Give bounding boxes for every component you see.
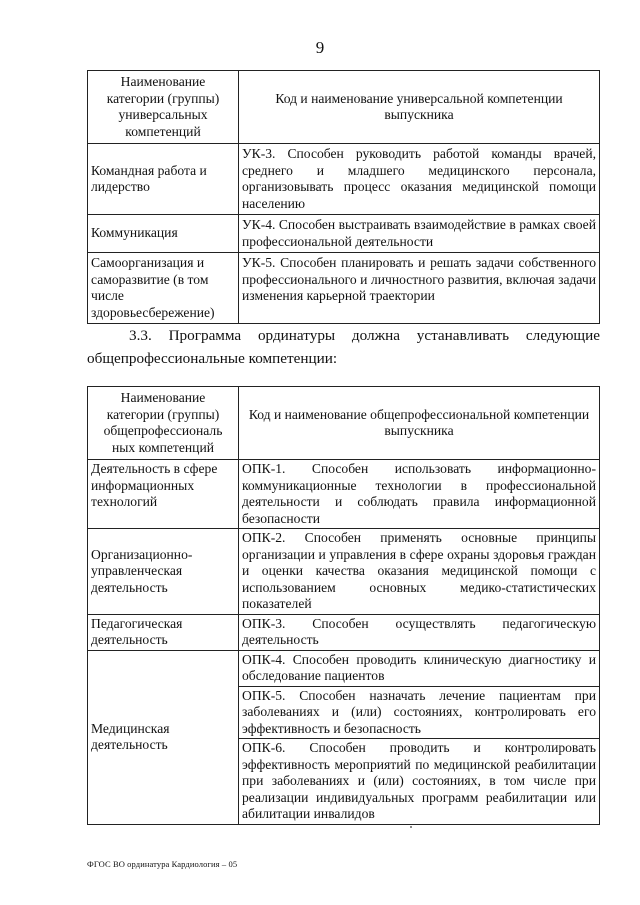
page-number: 9 — [315, 38, 325, 57]
competence-cell: ОПК-3. Способен осуществлять педагогическую деятельность — [239, 614, 600, 650]
table-header-row — [88, 387, 600, 460]
table-header-row — [88, 71, 600, 144]
competence-cell: ОПК-5. Способен назначать лечение пациентам при заболеваниях и (или) состояниях, контролировать его эффективность и безопасность — [239, 686, 600, 739]
competence-cell: УК-3. Способен руководить работой команды врачей, среднего и младшего медицинского персонала, организовывать процесс оказания медицинской помощи населению — [239, 144, 600, 215]
competence-cell: ОПК-6. Способен проводить и контролировать эффективность мероприятий по медицинской реабилитации при заболеваниях и (или) состояниях, в том числе при реализации индивидуальных программ реабилитации или абилитации инвалидов — [239, 739, 600, 825]
category-cell: Медицинская деятельность — [88, 650, 239, 824]
competence-cell: ОПК-1. Способен использовать информационно-коммуникационные технологии в профессиональной деятельности и соблюдать правила информационной безопасности — [239, 460, 600, 529]
scan-speck — [410, 826, 412, 828]
table-row — [88, 529, 600, 615]
section-paragraph: 3.3. Программа ординатуры должна устанавливать следующие общепрофессиональные компетенции: — [87, 327, 600, 367]
table-row — [88, 460, 600, 529]
category-cell: Деятельность в сфере информационных технологий — [88, 460, 239, 529]
table-row — [88, 650, 600, 686]
category-cell: Организационно-управленческая деятельность — [88, 529, 239, 615]
header-category-cell: Наименование категории (группы) универсальных компетенций — [88, 71, 239, 144]
general-professional-competencies-table — [87, 386, 600, 825]
universal-competencies-table — [87, 70, 600, 324]
competence-cell: ОПК-4. Способен проводить клиническую диагностику и обследование пациентов — [239, 650, 600, 686]
category-cell: Педагогическая деятельность — [88, 614, 239, 650]
header-competence-cell: Код и наименование универсальной компетенции выпускника — [239, 71, 600, 144]
category-cell: Командная работа и лидерство — [88, 144, 239, 215]
competence-cell: УК-4. Способен выстраивать взаимодействие в рамках своей профессиональной деятельности — [239, 215, 600, 253]
competence-cell: ОПК-2. Способен применять основные принципы организации и управления в сфере охраны здоровья граждан и оценки качества оказания медицинской помощи с использованием основных медико-статистических показателей — [239, 529, 600, 615]
header-competence-cell: Код и наименование общепрофессиональной компетенции выпускника — [239, 387, 600, 460]
competence-cell: УК-5. Способен планировать и решать задачи собственного профессионального и личностного развития, включая задачи изменения карьерной траектории — [239, 253, 600, 324]
category-cell: Самоорганизация и саморазвитие (в том числе здоровьесбережение) — [88, 253, 239, 324]
table-row — [88, 614, 600, 650]
category-cell: Коммуникация — [88, 215, 239, 253]
table-row — [88, 215, 600, 253]
header-category-cell: Наименование категории (группы) общепрофессиональ ных компетенций — [88, 387, 239, 460]
table-row — [88, 253, 600, 324]
footer-text: ФГОС ВО ординатура Кардиология – 05 — [87, 859, 238, 869]
table-row — [88, 144, 600, 215]
